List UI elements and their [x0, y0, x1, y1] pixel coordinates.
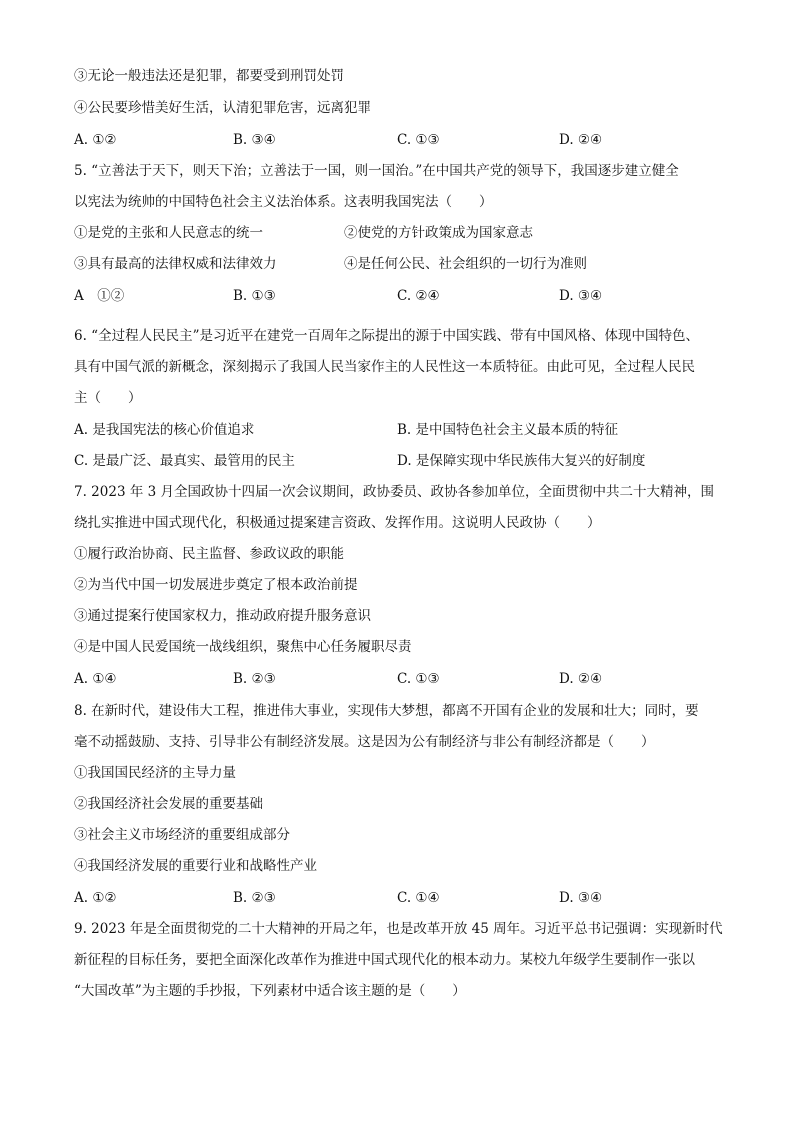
statement-4: ④是中国人民爱国统一战线组织，聚焦中心任务履职尽责 — [74, 639, 412, 655]
statement-2: ②我国经济社会发展的重要基础 — [74, 796, 263, 812]
choice-d: D. ②④ — [559, 671, 603, 687]
choice-b: B. ②③ — [233, 671, 276, 687]
statement-3: ③社会主义市场经济的重要组成部分 — [74, 827, 290, 843]
choice-b: B. ①③ — [233, 288, 276, 304]
choice-c: C. ①③ — [397, 132, 440, 148]
statement-2: ②使党的方针政策成为国家意志 — [344, 225, 533, 241]
option-line: ③无论一般违法还是犯罪，都要受到刑罚处罚 — [74, 68, 344, 84]
question-9-stem: 新征程的目标任务，要把全面深化改革作为推进中国式现代化的根本动力。某校九年级学生要制作一张以 — [74, 952, 695, 968]
question-7-stem: 7. 2023 年 3 月全国政协十四届一次会议期间，政协委员、政协各参加单位，全面贯彻中共二十大精神，围 — [74, 484, 714, 500]
choice-b: B. 是中国特色社会主义最本质的特征 — [397, 422, 619, 438]
choice-c: C. ①④ — [397, 890, 440, 906]
statement-1: ①我国国民经济的主导力量 — [74, 765, 236, 781]
choice-a: A ①② — [74, 288, 125, 304]
statement-2: ②为当代中国一切发展进步奠定了根本政治前提 — [74, 577, 358, 593]
statement-1: ①履行政治协商、民主监督、参政议政的职能 — [74, 546, 344, 562]
choice-b: B. ②③ — [233, 890, 276, 906]
question-8-stem: 毫不动摇鼓励、支持、引导非公有制经济发展。这是因为公有制经济与非公有制经济都是（ ） — [74, 734, 655, 750]
statement-3: ③具有最高的法律权威和法律效力 — [74, 256, 277, 272]
statement-3: ③通过提案行使国家权力，推动政府提升服务意识 — [74, 608, 371, 624]
question-5-stem: 5. “立善法于天下，则天下治；立善法于一国，则一国治。”在中国共产党的领导下，我国逐步建立健全 — [74, 163, 679, 179]
question-9-stem: 9. 2023 年是全面贯彻党的二十大精神的开局之年，也是改革开放 45 周年。习近平总书记强调：实现新时代 — [74, 921, 723, 937]
choice-d: D. ③④ — [559, 890, 603, 906]
choice-a: A. ①② — [74, 132, 117, 148]
statement-4: ④我国经济发展的重要行业和战略性产业 — [74, 858, 317, 874]
question-8-stem: 8. 在新时代，建设伟大工程，推进伟大事业，实现伟大梦想，都离不开国有企业的发展和壮大；同时，要 — [74, 703, 699, 719]
choice-c: C. ①③ — [397, 671, 440, 687]
question-7-stem: 绕扎实推进中国式现代化，积极通过提案建言资政、发挥作用。这说明人民政协（ ） — [74, 515, 601, 531]
choice-a: A. ①④ — [74, 671, 117, 687]
question-5-stem: 以宪法为统帅的中国特色社会主义法治体系。这表明我国宪法（ ） — [74, 194, 493, 210]
choice-b: B. ③④ — [233, 132, 276, 148]
choice-a: A. ①② — [74, 890, 117, 906]
question-6-stem: 具有中国气派的新概念，深刻揭示了我国人民当家作主的人民性这一本质特征。由此可见，全过程人民民 — [74, 359, 695, 375]
question-6-stem: 6. “全过程人民民主”是习近平在建党一百周年之际提出的源于中国实践、带有中国风格、体现中国特色、 — [74, 328, 699, 344]
option-line: ④公民要珍惜美好生活，认清犯罪危害，远离犯罪 — [74, 100, 371, 116]
choice-d: D. 是保障实现中华民族伟大复兴的好制度 — [397, 453, 646, 469]
choice-c: C. 是最广泛、最真实、最管用的民主 — [74, 453, 295, 469]
question-6-stem: 主（ ） — [74, 390, 142, 406]
choice-c: C. ②④ — [397, 288, 440, 304]
statement-4: ④是任何公民、社会组织的一切行为准则 — [344, 256, 587, 272]
choice-d: D. ③④ — [559, 288, 603, 304]
statement-1: ①是党的主张和人民意志的统一 — [74, 225, 263, 241]
choice-d: D. ②④ — [559, 132, 603, 148]
question-9-stem: “大国改革”为主题的手抄报，下列素材中适合该主题的是（ ） — [74, 983, 466, 999]
choice-a: A. 是我国宪法的核心价值追求 — [74, 422, 255, 438]
